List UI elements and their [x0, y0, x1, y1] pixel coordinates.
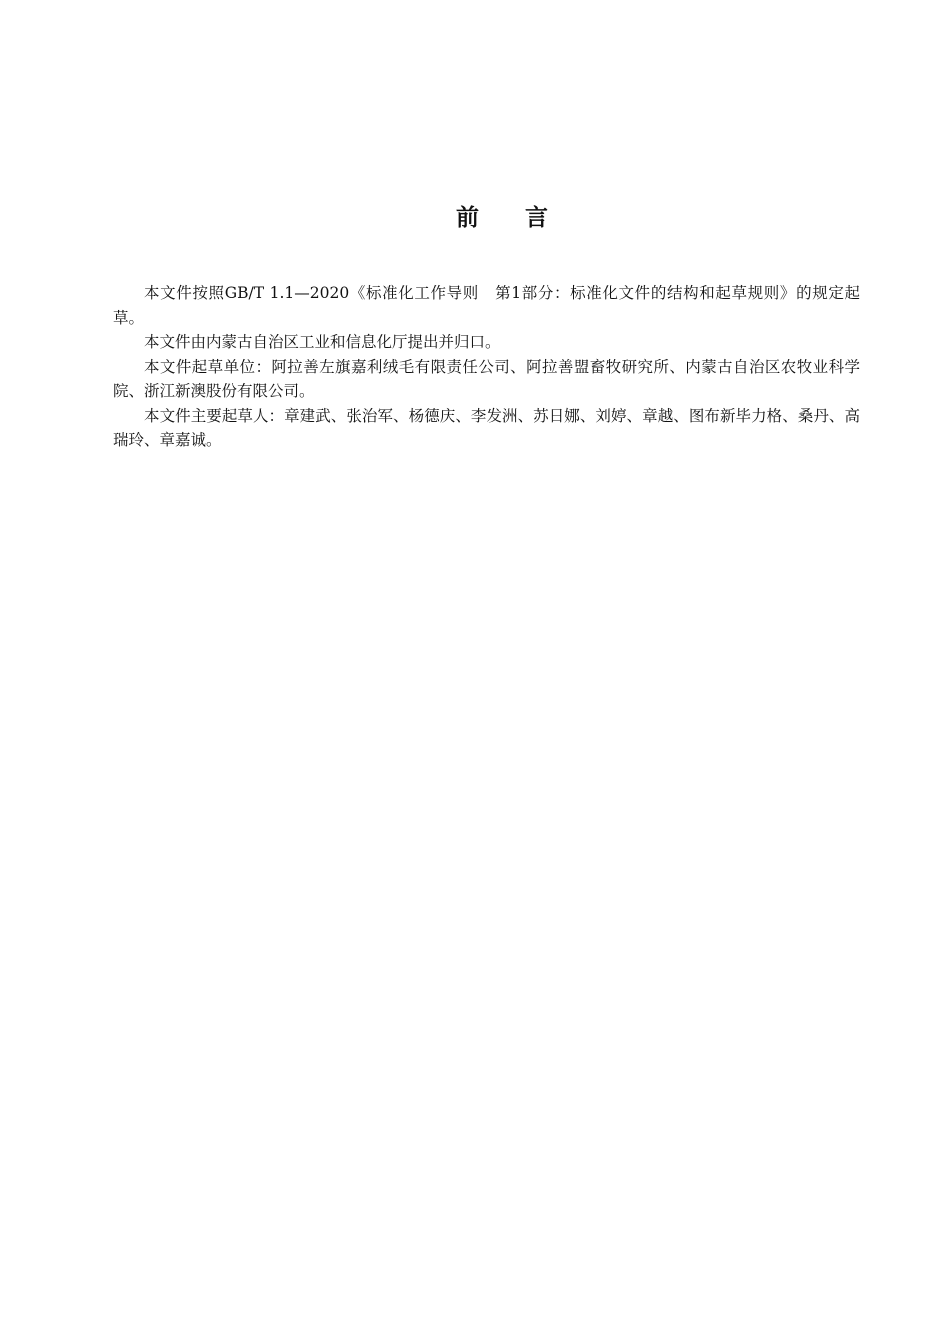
foreword-body [113, 281, 860, 453]
paragraph-drafters: 本文件主要起草人：章建武、张治军、杨德庆、李发洲、苏日娜、刘婷、章越、图布新毕力格、桑丹、高瑞玲、章嘉诚。 [113, 406, 860, 449]
paragraph-drafting-rules: 本文件按照GB/T 1.1—2020《标准化工作导则 第1部分：标准化文件的结构和起草规则》的规定起草。 [113, 284, 860, 327]
paragraph-proposer: 本文件由内蒙古自治区工业和信息化厅提出并归口。 [144, 333, 501, 351]
page-title: 前 言 [456, 205, 548, 231]
paragraph-drafting-units: 本文件起草单位：阿拉善左旗嘉利绒毛有限责任公司、阿拉善盟畜牧研究所、内蒙古自治区农牧业科学院、浙江新澳股份有限公司。 [113, 357, 860, 400]
